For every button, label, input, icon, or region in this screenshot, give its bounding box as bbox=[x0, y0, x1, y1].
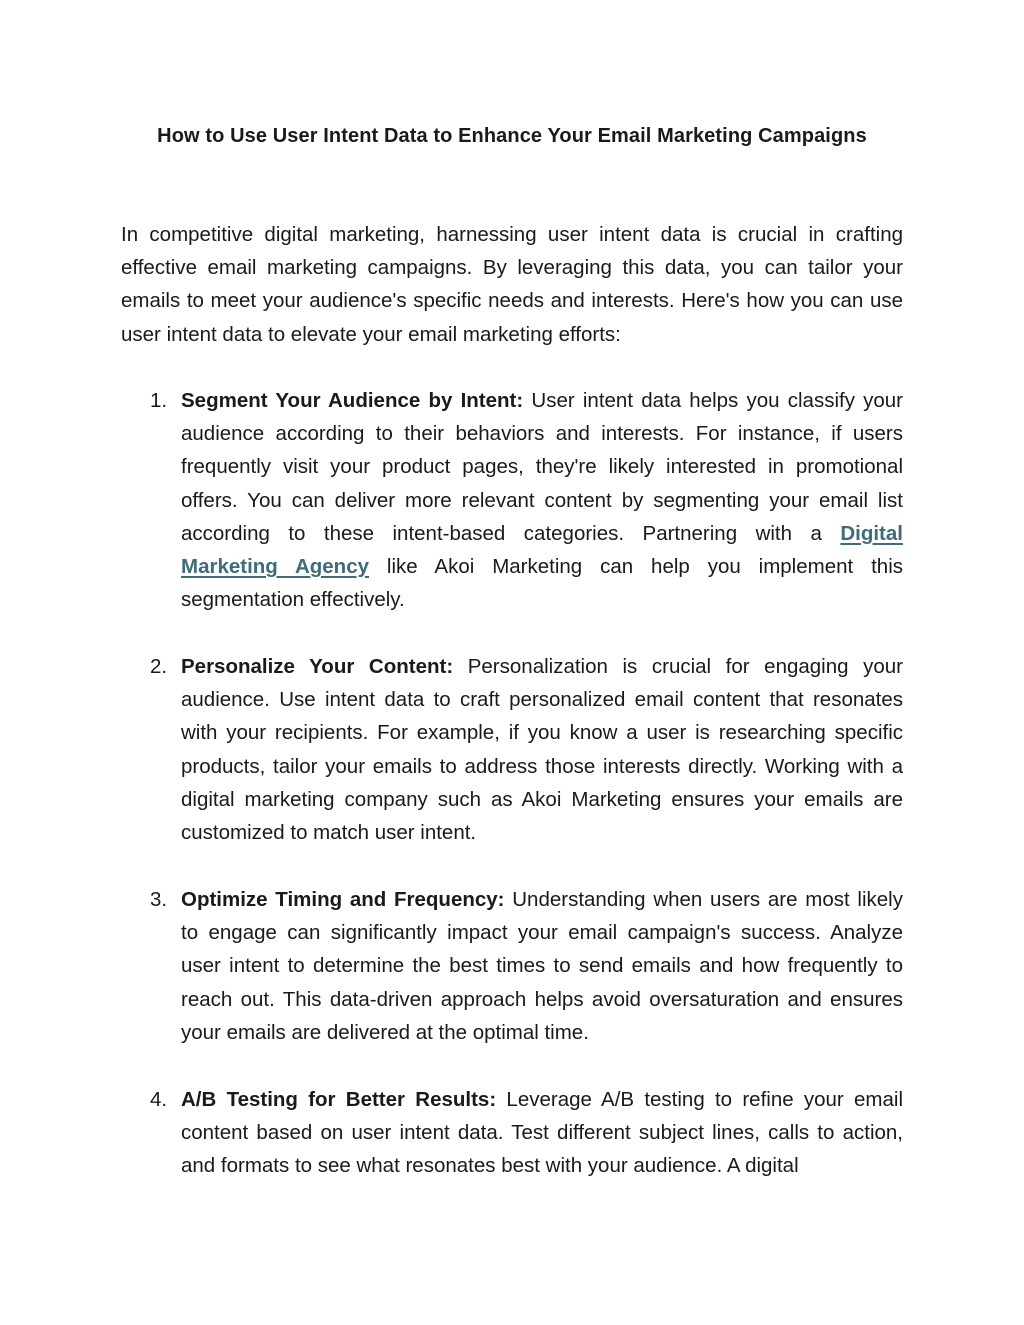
list-item-text: User intent data helps you classify your audience according to their behaviors and interests. For instance, if users frequently visit your product pages, they're likely interested in promotional offers. You can deliver more relevant content by segmenting your email list according to these intent-based categories. Partnering with a bbox=[181, 389, 904, 545]
list-item-number: 3. bbox=[150, 888, 168, 911]
list-item-heading: Segment Your Audience by Intent: bbox=[181, 389, 524, 412]
list-item-number: 1. bbox=[150, 389, 168, 412]
list-item-body bbox=[181, 384, 903, 616]
list-item-heading: Optimize Timing and Frequency: bbox=[181, 888, 505, 911]
list-item-number: 2. bbox=[150, 655, 168, 678]
list-item-body bbox=[181, 650, 903, 849]
list-item-text: Personalization is crucial for engaging your audience. Use intent data to craft personalized email content that resonates with your recipients. For example, if you know a user is researching specific products, tailor your emails to address those interests directly. Working with a digital marketing company such as Akoi Marketing ensures your emails are customized to match user intent. bbox=[181, 655, 903, 845]
list-item-text: Leverage A/B testing to refine your email content based on user intent data. Test different subject lines, calls to action, and formats to see what resonates best with your audience. A digital bbox=[181, 1088, 903, 1178]
list-item-body bbox=[181, 1083, 903, 1183]
intro-paragraph: In competitive digital marketing, harnessing user intent data is crucial in crafting effective email marketing campaigns. By leveraging this data, you can tailor your emails to meet your audience's specific needs and interests. Here's how you can use user intent data to elevate your email marketing efforts: bbox=[121, 223, 903, 346]
list-item-heading: A/B Testing for Better Results: bbox=[181, 1088, 497, 1111]
list-item-text: Understanding when users are most likely to engage can significantly impact your email campaign's success. Analyze user intent to determine the best times to send emails and how frequently to reach out. This data-driven approach helps avoid oversaturation and ensures your emails are delivered at the optimal time. bbox=[181, 888, 903, 1044]
list-item-body bbox=[181, 883, 903, 1049]
document-title: How to Use User Intent Data to Enhance Your Email Marketing Campaigns bbox=[157, 125, 867, 147]
list-item-text: like Akoi Marketing can help you implement this segmentation effectively. bbox=[181, 555, 904, 612]
list-item-heading: Personalize Your Content: bbox=[181, 655, 454, 678]
list-item-number: 4. bbox=[150, 1088, 168, 1111]
digital-marketing-agency-link[interactable]: Digital Marketing Agency bbox=[181, 521, 903, 579]
